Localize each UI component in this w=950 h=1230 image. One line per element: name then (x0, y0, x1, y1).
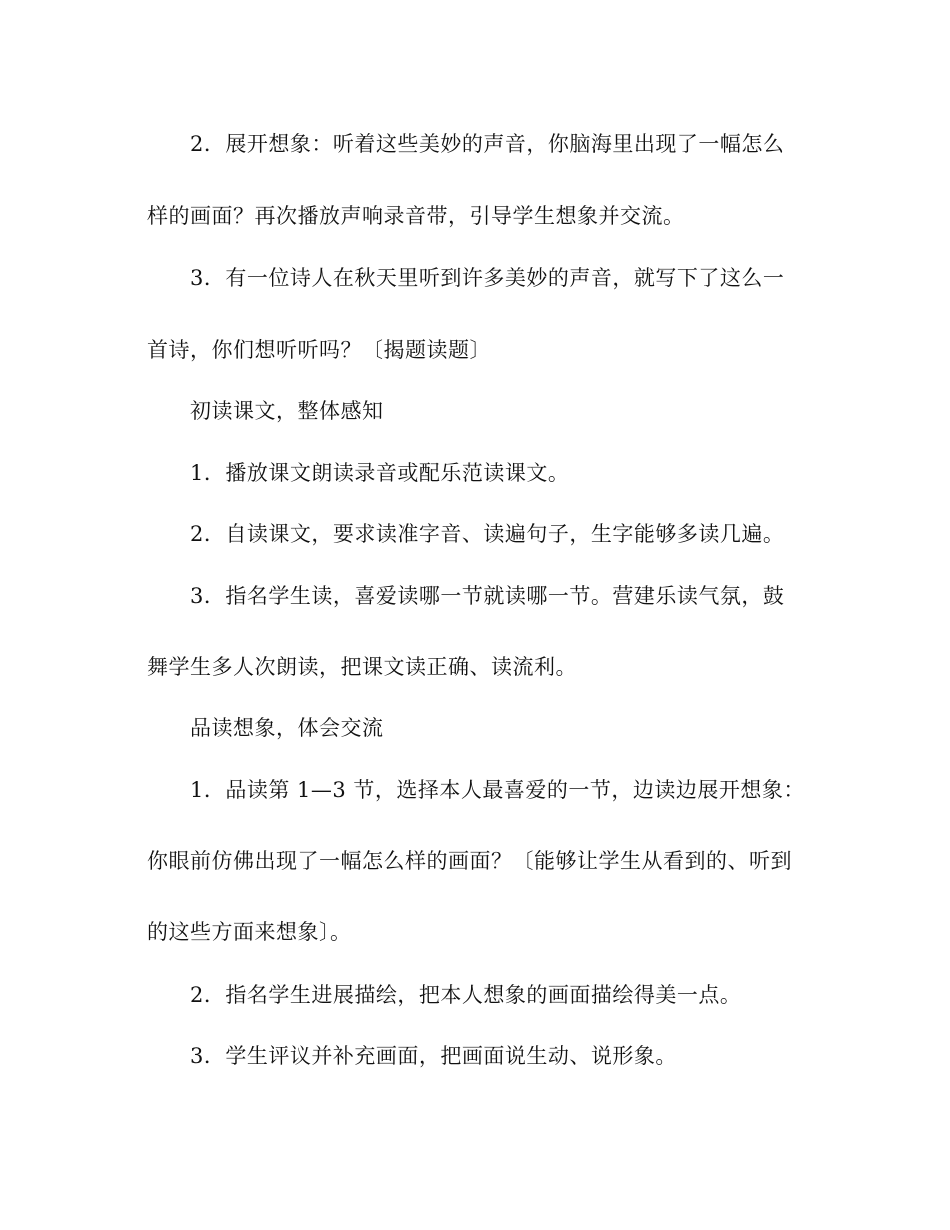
paragraph-line: 的这些方面来想象〕。 (147, 920, 352, 944)
paragraph-line: 1．播放课文朗读录音或配乐范读课文。 (190, 461, 570, 485)
paragraph-line: 1．品读第 1—3 节，选择本人最喜爱的一节，边读边展开想象： (190, 778, 805, 802)
section-heading: 品读想象，体会交流 (190, 716, 384, 740)
paragraph-line: 舞学生多人次朗读，把课文读正确、读流利。 (147, 655, 577, 679)
section-heading: 初读课文，整体感知 (190, 399, 384, 423)
paragraph-line: 3．学生评议并补充画面，把画面说生动、说形象。 (190, 1044, 677, 1068)
paragraph-line: 样的画面？再次播放声响录音带，引导学生想象并交流。 (147, 204, 685, 228)
paragraph-line: 2．展开想象：听着这些美妙的声音，你脑海里出现了一幅怎么 (190, 132, 785, 156)
paragraph-line: 你眼前仿佛出现了一幅怎么样的画面？〔能够让学生从看到的、听到 (147, 849, 792, 873)
paragraph-line: 2．自读课文，要求读准字音、读遍句子，生字能够多读几遍。 (190, 522, 785, 546)
paragraph-line: 2．指名学生进展描绘，把本人想象的画面描绘得美一点。 (190, 983, 742, 1007)
paragraph-line: 3．指名学生读，喜爱读哪一节就读哪一节。营建乐读气氛，鼓 (190, 584, 785, 608)
paragraph-line: 3．有一位诗人在秋天里听到许多美妙的声音，就写下了这么一 (190, 266, 785, 290)
paragraph-line: 首诗，你们想听听吗？〔揭题读题〕 (147, 338, 491, 362)
